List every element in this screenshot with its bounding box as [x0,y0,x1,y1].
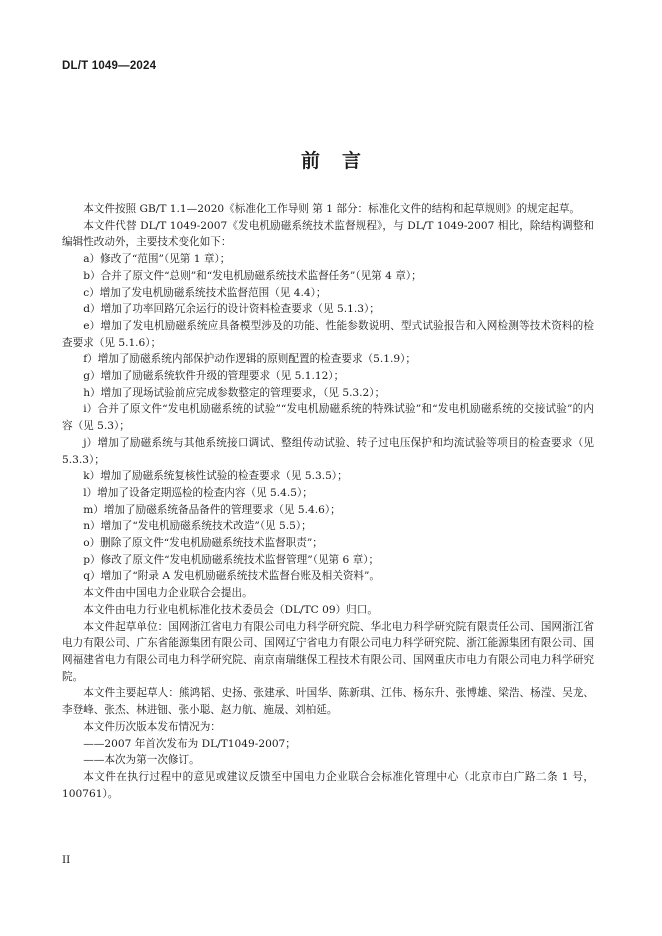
change-list-item: h）增加了现场试验前应完成参数整定的管理要求，（见 5.3.2）； [83,386,386,399]
change-list-item: n）增加了“发电机励磁系统技术改造”（见 5.5）； [83,520,312,533]
change-list-item: o）删除了原文件“发电机励磁系统技术监督职责”； [83,537,323,550]
change-list-item: d）增加了功率回路冗余运行的设计资料检查要求（见 5.1.3）； [83,303,380,316]
change-list-item: b）合并了原文件“总则”和“发电机励磁系统技术监督任务”（见第 4 章）； [83,269,422,282]
change-list-item: j）增加了励磁系统与其他系统接口调试、整组传动试验、转子过电压保护和均流试验等项目的检查要求（见 5.3.3）； [62,436,594,466]
change-list-item: f）增加了励磁系统内部保护动作逻辑的原则配置的检查要求（5.1.9）； [83,353,416,366]
body-paragraph: 本文件由中国电力企业联合会提出。 [83,587,253,600]
body-paragraph: ——2007 年首次发布为 DL/T1049-2007； [83,737,296,750]
change-list-item: g）增加了励磁系统软件升级的管理要求（见 5.1.12）； [83,370,345,383]
body-paragraph: 本文件按照 GB/T 1.1—2020《标准化工作导则 第 1 部分：标准化文件的结构和起草规则》的规定起草。 [83,203,581,215]
body-paragraph: 本文件历次版本发布情况为： [83,720,221,733]
body-paragraph: 本文件代替 DL/T 1049-2007《发电机励磁系统技术监督规程》，与 DL/T 1049-2007 相比，除结构调整和编辑性改动外，主要技术变化如下： [62,219,594,249]
document-code: DL/T 1049—2024 [62,60,157,72]
change-list-item: e）增加了发电机励磁系统应具备模型涉及的功能、性能参数说明、型式试验报告和入网检测等技术资料的检查要求（见 5.1.6）； [62,319,594,349]
change-list-item: m）增加了励磁系统备品备件的管理要求（见 5.4.6）； [83,503,341,516]
body-paragraph: 本文件在执行过程中的意见或建议反馈至中国电力企业联合会标准化管理中心（北京市白广路二条 1 号，100761）。 [62,770,594,800]
change-list-item: c）增加了发电机励磁系统技术监督范围（见 4.4）； [83,286,327,299]
change-list-item: q）增加了“附录 A 发电机励磁系统技术监督台账及相关资料”。 [83,570,381,583]
body-paragraph: 本文件起草单位：国网浙江省电力有限公司电力科学研究院、华北电力科学研究院有限责任公司、国网浙江省电力有限公司、广东省能源集团有限公司、国网辽宁省电力有限公司电力科学研究院、浙江能源集团有限公司、国网福建省电力有限公司电力科学研究院、南京南瑞继保工程技术有限公司、国网重庆市电力有限公司电力科学研究院。 [62,620,594,683]
body-paragraph: 本文件主要起草人：熊鸿韬、史扬、张建承、叶国华、陈新琪、江伟、杨东升、张博雄、梁浩、杨滢、吴龙、李登峰、张杰、林进钿、张小聪、赵力航、施晟、刘柏延。 [62,687,594,717]
document-body [62,201,594,802]
page-number: II [62,854,71,866]
body-paragraph: 本文件由电力行业电机标准化技术委员会（DL/TC 09）归口。 [83,603,378,616]
change-list-item: a）修改了“范围”（见第 1 章）； [83,253,231,266]
change-list-item: p）修改了原文件“发电机励磁系统技术监督管理”（见第 6 章）； [83,553,380,566]
change-list-item: l）增加了设备定期巡检的检查内容（见 5.4.5）； [83,486,313,499]
change-list-item: i）合并了原文件“发电机励磁系统的试验”“发电机励磁系统的特殊试验”和“发电机励磁系统的交接试验”的内容（见 5.3）； [62,403,594,433]
page-title: 前言 [300,150,383,172]
change-list-item: k）增加了励磁系统复核性试验的检查要求（见 5.3.5）； [83,470,348,483]
body-paragraph: ——本次为第一次修订。 [83,754,200,767]
